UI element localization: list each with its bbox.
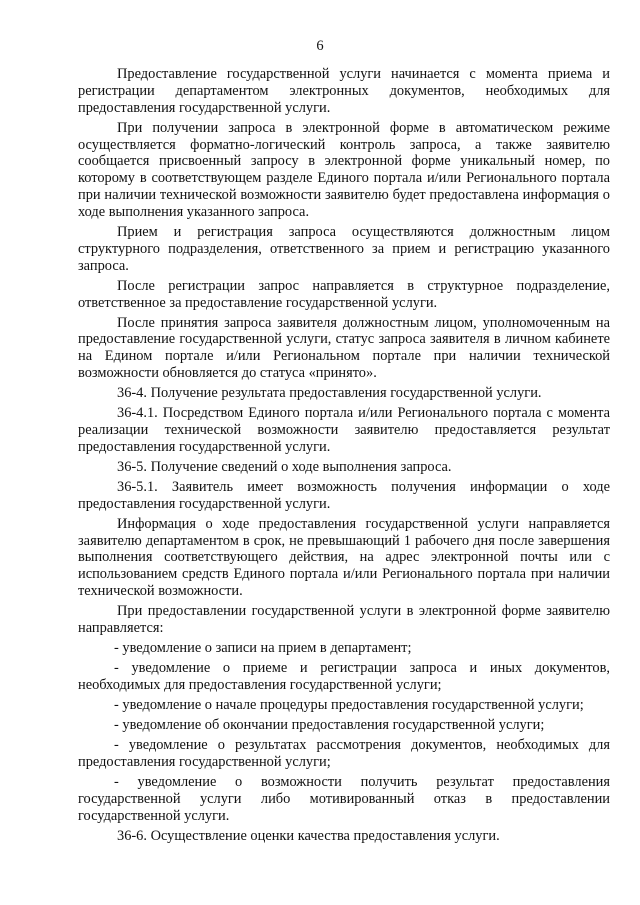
list-item: - уведомление о записи на прием в департамент;: [114, 640, 412, 657]
section-heading-36-6: 36-6. Осуществление оценки качества предоставления услуги.: [117, 827, 500, 844]
list-item: - уведомление о начале процедуры предоставления государственной услуги;: [114, 696, 584, 713]
list-item: - уведомление об окончании предоставления государственной услуги;: [114, 717, 545, 733]
paragraph-electronic-request: При получении запроса в электронной форме в автоматическом режиме осуществляется форматно-логический контроль запроса, а также заявителю сообщается присвоенный запросу в электронной форме уникальный номер, по которому в соответствующем разделе Единого портала и/или Регионального портала при наличии технической возможности заявителю будет предоставлена информация о ходе выполнения указанного запроса.: [78, 119, 610, 220]
document-body: [78, 66, 610, 848]
paragraph-after-registration: После регистрации запрос направляется в структурное подразделение, ответственное за предоставление государственной услуги.: [78, 277, 610, 311]
page-number: 6: [316, 38, 324, 54]
paragraph-notifications-intro: При предоставлении государственной услуги в электронной форме заявителю направляется:: [78, 603, 610, 637]
list-item: - уведомление о возможности получить результат предоставления государственной услуги либо мотивированный отказ в предоставлении государственной услуги.: [78, 773, 610, 824]
paragraph-36-4-1: 36-4.1. Посредством Единого портала и/или Регионального портала с момента реализации технической возможности заявителю предоставляется результат предоставления государственной услуги.: [78, 405, 610, 455]
list-item: - уведомление о приеме и регистрации запроса и иных документов, необходимых для предоставления государственной услуги;: [78, 660, 610, 693]
paragraph-36-5-1: 36-5.1. Заявитель имеет возможность получения информации о ходе предоставления государственной услуги.: [78, 478, 610, 512]
paragraph-service-start: Предоставление государственной услуги начинается с момента приема и регистрации департаментом электронных документов, необходимых для предоставления государственной услуги.: [78, 66, 610, 116]
list-item: - уведомление о результатах рассмотрения документов, необходимых для предоставления государственной услуги;: [78, 737, 610, 770]
paragraph-registration: Прием и регистрация запроса осуществляются должностным лицом структурного подразделения, ответственного за прием и регистрацию указанного запроса.: [78, 223, 610, 274]
paragraph-progress-info: Информация о ходе предоставления государственной услуги направляется заявителю департаментом в срок, не превышающий 1 рабочего дня после завершения выполнения соответствующего действия, на адрес электронной почты или с использованием средств Единого портала и/или Регионального портала при наличии технической возможности.: [78, 515, 610, 600]
section-heading-36-4: 36-4. Получение результата предоставления государственной услуги.: [117, 385, 542, 402]
paragraph-request-accepted: После принятия запроса заявителя должностным лицом, уполномоченным на предоставление государственной услуги, статус запроса заявителя в личном кабинете на Едином портале и/или Региональном портале при наличии технической возможности обновляется до статуса «принято».: [78, 314, 610, 382]
section-heading-36-5: 36-5. Получение сведений о ходе выполнения запроса.: [117, 458, 452, 475]
